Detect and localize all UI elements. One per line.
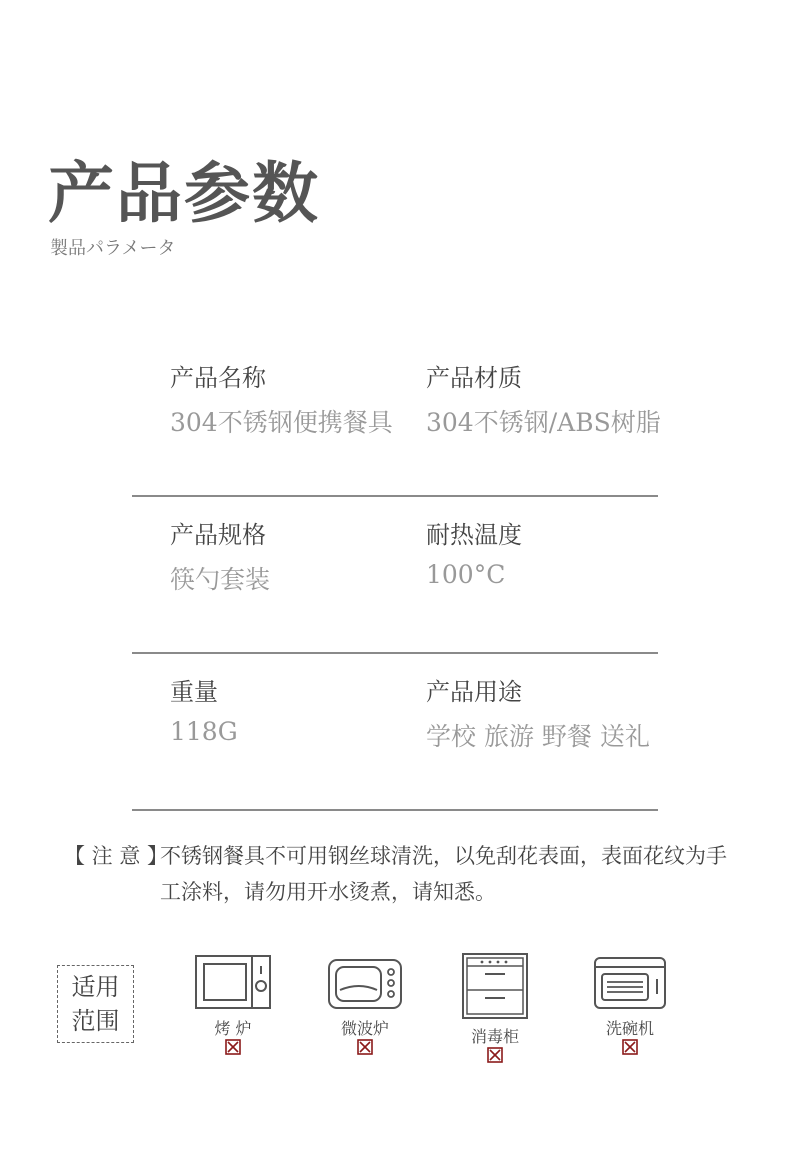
parameter-row xyxy=(132,340,661,497)
parameter-value: 筷勺套装 xyxy=(170,565,271,594)
parameter-label: 耐热温度 xyxy=(426,521,522,549)
page-subtitle: 製品パラメータ xyxy=(50,238,176,259)
parameter-value: 学校 旅游 野餐 送礼 xyxy=(426,722,650,751)
appliance-oven xyxy=(178,952,288,1055)
parameter-label: 产品规格 xyxy=(170,521,266,549)
applicable-scope-box xyxy=(57,965,134,1043)
microwave-icon xyxy=(325,952,405,1012)
sterilizer-cabinet-icon xyxy=(460,952,530,1020)
parameter-value: 100°C xyxy=(426,560,506,589)
parameter-label: 产品名称 xyxy=(170,364,266,392)
appliance-label: 洗碗机 xyxy=(605,1019,654,1038)
page-title: 产品参数 xyxy=(48,154,320,232)
caution-note xyxy=(64,838,754,910)
appliance-label: 微波炉 xyxy=(340,1019,389,1038)
caution-tag: 【 注 意 】 xyxy=(64,844,169,868)
appliance-caption xyxy=(440,1024,550,1063)
appliance-microwave xyxy=(310,952,420,1055)
parameter-cell xyxy=(426,672,650,753)
parameter-row xyxy=(132,497,658,654)
parameter-row xyxy=(132,654,658,811)
oven-icon xyxy=(193,952,273,1012)
caution-text: 不锈钢餐具不可用钢丝球清洗，以免刮花表面，表面花纹为手工涂料，请勿用开水烫煮，请知悉。 xyxy=(160,844,727,904)
appliance-caption xyxy=(575,1016,685,1055)
parameter-label: 产品用途 xyxy=(426,678,522,706)
parameter-value: 304不锈钢便携餐具 xyxy=(170,408,393,437)
cross-box-icon xyxy=(622,1039,638,1055)
appliance-sterilizer-cabinet xyxy=(440,952,550,1063)
scope-label-line1: 适用 xyxy=(71,973,120,1001)
dishwasher-icon xyxy=(592,952,668,1012)
parameter-value: 304不锈钢/ABS树脂 xyxy=(426,408,661,437)
appliance-caption xyxy=(310,1016,420,1055)
parameter-cell xyxy=(426,515,522,589)
parameter-cell xyxy=(170,515,270,596)
row-divider xyxy=(132,809,658,811)
appliance-caption xyxy=(178,1016,288,1055)
parameter-label: 产品材质 xyxy=(426,364,522,392)
parameter-value: 118G xyxy=(170,717,238,746)
parameter-cell xyxy=(426,358,661,439)
appliance-dishwasher xyxy=(575,952,685,1055)
cross-box-icon xyxy=(357,1039,373,1055)
parameter-table xyxy=(132,340,661,811)
appliance-label: 消毒柜 xyxy=(470,1027,519,1046)
parameter-cell xyxy=(170,672,238,746)
scope-label-line2: 范围 xyxy=(71,1007,120,1035)
cross-box-icon xyxy=(487,1047,503,1063)
parameter-cell xyxy=(170,358,393,439)
cross-box-icon xyxy=(225,1039,241,1055)
appliance-label: 烤 炉 xyxy=(214,1019,252,1038)
parameter-label: 重量 xyxy=(170,678,218,706)
